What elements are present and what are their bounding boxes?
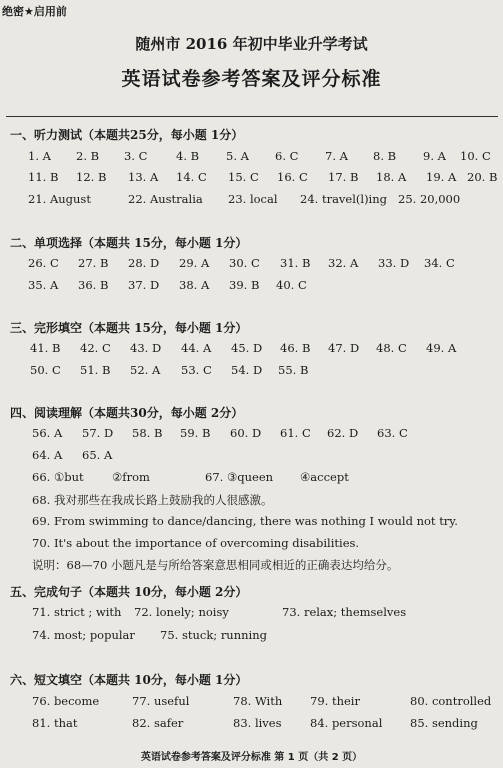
answer-row [0,170,503,190]
section-sentences-heading: 五、完成句子（本题共 10分，每小题 2分） [10,585,248,599]
answer: 77. useful [132,694,190,708]
answer: 26. C [28,256,59,270]
answer: 8. B [373,149,397,163]
answer: 29. A [179,256,210,270]
title-divider [6,116,498,117]
answer: 80. controlled [410,694,492,708]
answer: 5. A [226,149,249,163]
answer: 71. strict ; with [32,605,122,619]
answer: 64. A [32,448,63,462]
answer: 45. D [231,341,263,355]
answer: 2. B [76,149,100,163]
answer: 31. B [280,256,311,270]
answer: 36. B [78,278,109,292]
answer: 35. A [28,278,59,292]
answer: 56. A [32,426,63,440]
answer: 25. 20,000 [398,192,461,206]
answer: 74. most; popular [32,628,135,642]
answer: 79. their [310,694,360,708]
answer-row [0,341,503,361]
answer: 63. C [377,426,408,440]
answer: 52. A [130,363,161,377]
answer: 38. A [179,278,210,292]
answer: 40. C [276,278,307,292]
answer: 61. C [280,426,311,440]
answer: 3. C [124,149,148,163]
answer: 72. lonely; noisy [134,605,229,619]
answer: 55. B [278,363,309,377]
answer-row [0,363,503,383]
answer: 49. A [426,341,457,355]
answer: 78. With [233,694,283,708]
answer-69: 69. From swimming to dance/dancing, there was nothing I would not try. [32,514,458,528]
answer: 57. D [82,426,114,440]
grading-note: 说明：68—70 小题凡是与所给答案意思相同或相近的正确表达均给分。 [32,558,399,572]
answer: 58. B [132,426,163,440]
answer: 10. C [460,149,491,163]
answer: ④accept [300,470,349,484]
answer-row [0,694,503,714]
answer: 30. C [229,256,260,270]
answer: 1. A [28,149,51,163]
section-cloze-heading: 三、完形填空（本题共 15分，每小题 1分） [10,321,248,335]
answer: 14. C [176,170,207,184]
answer: 76. become [32,694,100,708]
answer: 19. A [426,170,457,184]
answer: 18. A [376,170,407,184]
answer: 34. C [424,256,455,270]
answer: 43. D [130,341,162,355]
answer: 59. B [180,426,211,440]
answer: 28. D [128,256,160,270]
answer: 13. A [128,170,159,184]
answer: 11. B [28,170,59,184]
answer-row [0,192,503,212]
answer: 62. D [327,426,359,440]
answer: 73. relax; themselves [282,605,407,619]
answer: 22. Australia [128,192,203,206]
answer: 9. A [423,149,446,163]
answer-row [0,448,503,468]
answer: 21. August [28,192,91,206]
answer: 60. D [230,426,262,440]
answer-row [0,256,503,276]
section-single-choice-heading: 二、单项选择（本题共 15分，每小题 1分） [10,236,248,250]
answer: 46. B [280,341,311,355]
answer: 33. D [378,256,410,270]
answer-row [0,716,503,736]
answer: 6. C [275,149,299,163]
answer: 4. B [176,149,200,163]
answer-70: 70. It's about the importance of overcoming disabilities. [32,536,360,550]
answer-row [0,426,503,446]
page-footer: 英语试卷参考答案及评分标准 第 1 页（共 2 页） [140,752,363,763]
answer-68: 68. 我对那些在我成长路上鼓励我的人很感激。 [32,493,273,507]
answer: 7. A [325,149,348,163]
section-short-fill-heading: 六、短文填空（本题共 10分，每小题 1分） [10,673,248,687]
answer: 47. D [328,341,360,355]
answer: 27. B [78,256,109,270]
document-title: 英语试卷参考答案及评分标准 [121,68,382,90]
answer: 23. local [228,192,278,206]
answer: 84. personal [310,716,383,730]
answer: 75. stuck; running [160,628,267,642]
answer: 51. B [80,363,111,377]
confidential-mark: 绝密★启用前 [2,5,67,18]
answer: 81. that [32,716,78,730]
answer: 39. B [229,278,260,292]
answer-row [0,278,503,298]
answer: 50. C [30,363,61,377]
answer: 24. travel(l)ing [300,192,387,206]
answer: ②from [112,470,150,484]
answer-row [0,628,503,648]
answer: 85. sending [410,716,478,730]
answer: 32. A [328,256,359,270]
answer: 37. D [128,278,160,292]
answer: 44. A [181,341,212,355]
answer: 15. C [228,170,259,184]
answer: 65. A [82,448,113,462]
answer: 82. safer [132,716,184,730]
exam-title: 随州市 2016 年初中毕业升学考试 [135,35,368,53]
answer: 12. B [76,170,107,184]
answer-row [0,605,503,625]
answer: 17. B [328,170,359,184]
section-listening-heading: 一、听力测试（本题共25分，每小题 1分） [10,128,244,142]
answer-row [0,149,503,169]
answer: 20. B [467,170,498,184]
answer: 16. C [277,170,308,184]
answer: 41. B [30,341,61,355]
answer: 42. C [80,341,111,355]
answer-row [0,470,503,490]
section-reading-heading: 四、阅读理解（本题共30分，每小题 2分） [10,406,244,420]
answer: 66. ①but [32,470,84,484]
answer: 54. D [231,363,263,377]
answer: 53. C [181,363,212,377]
answer: 48. C [376,341,407,355]
answer: 67. ③queen [205,470,274,484]
answer: 83. lives [233,716,282,730]
